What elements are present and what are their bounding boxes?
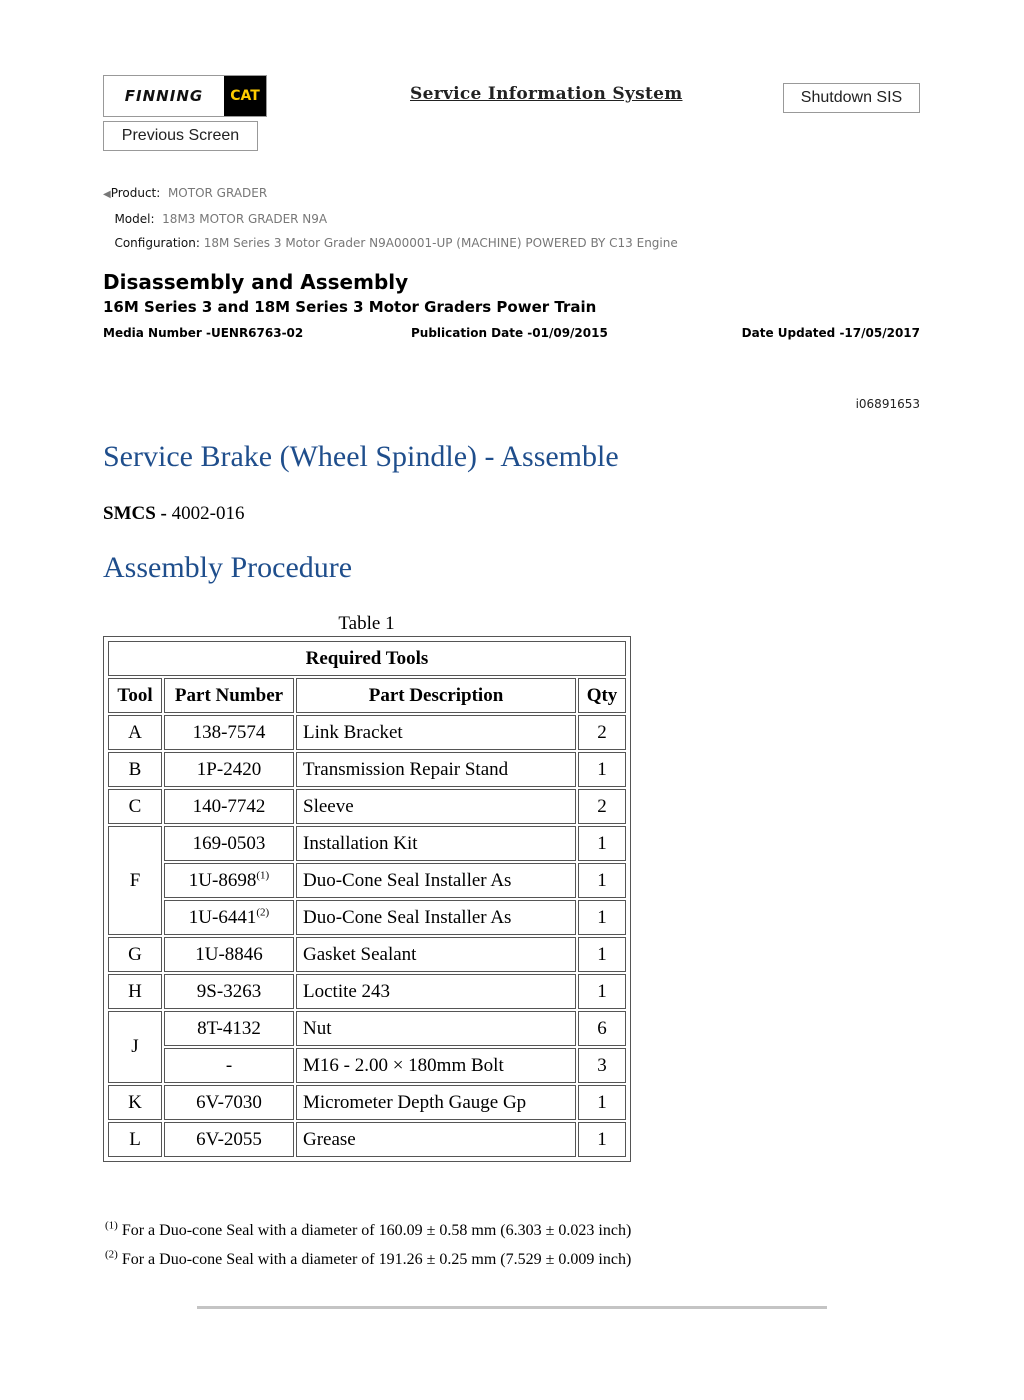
part-number-cell: 138-7574 bbox=[164, 715, 294, 750]
part-number-cell: 8T-4132 bbox=[164, 1011, 294, 1046]
cat-logo-text: CAT bbox=[224, 76, 266, 116]
qty-cell: 1 bbox=[578, 1085, 626, 1120]
qty-cell: 1 bbox=[578, 937, 626, 972]
footnote bbox=[105, 1245, 631, 1274]
table-row bbox=[108, 863, 626, 898]
smcs-code bbox=[103, 503, 244, 525]
qty-cell: 1 bbox=[578, 974, 626, 1009]
part-number-cell: 1U-8846 bbox=[164, 937, 294, 972]
divider bbox=[197, 1306, 827, 1309]
description-cell: Loctite 243 bbox=[296, 974, 576, 1009]
tool-cell: G bbox=[108, 937, 162, 972]
qty-cell: 1 bbox=[578, 1122, 626, 1157]
previous-screen-button[interactable]: Previous Screen bbox=[103, 121, 258, 151]
back-arrow-icon[interactable]: ◀ bbox=[103, 189, 111, 200]
table-header-row bbox=[108, 678, 626, 713]
tool-cell: L bbox=[108, 1122, 162, 1157]
part-number-text: 1U-8698 bbox=[188, 869, 257, 891]
configuration-value: 18M Series 3 Motor Grader N9A00001-UP (MACHINE) POWERED BY C13 Engine bbox=[203, 236, 678, 250]
description-cell: M16 - 2.00 × 180mm Bolt bbox=[296, 1048, 576, 1083]
description-cell: Installation Kit bbox=[296, 826, 576, 861]
table-title-row bbox=[108, 641, 626, 676]
part-number-cell: 9S-3263 bbox=[164, 974, 294, 1009]
description-cell: Micrometer Depth Gauge Gp bbox=[296, 1085, 576, 1120]
part-number-cell bbox=[164, 863, 294, 898]
qty-cell: 6 bbox=[578, 1011, 626, 1046]
document-id: i06891653 bbox=[855, 397, 920, 411]
product-value: MOTOR GRADER bbox=[167, 186, 268, 200]
column-header: Tool bbox=[108, 678, 162, 713]
part-number-cell: 6V-7030 bbox=[164, 1085, 294, 1120]
column-header: Part Description bbox=[296, 678, 576, 713]
table-row bbox=[108, 900, 626, 935]
footnote-marker: (2) bbox=[256, 906, 270, 919]
smcs-value: 4002-016 bbox=[171, 503, 245, 524]
description-cell: Link Bracket bbox=[296, 715, 576, 750]
description-cell: Duo-Cone Seal Installer As bbox=[296, 863, 576, 898]
product-breadcrumb bbox=[103, 181, 678, 255]
table-footnotes bbox=[105, 1216, 631, 1274]
description-cell: Gasket Sealant bbox=[296, 937, 576, 972]
date-updated: Date Updated -17/05/2017 bbox=[741, 326, 920, 340]
qty-cell: 1 bbox=[578, 752, 626, 787]
page-title: Service Brake (Wheel Spindle) - Assemble bbox=[103, 440, 619, 473]
part-number-text: 1U-6441 bbox=[188, 906, 257, 928]
column-header: Qty bbox=[578, 678, 626, 713]
qty-cell: 1 bbox=[578, 900, 626, 935]
table-row bbox=[108, 974, 626, 1009]
table-row bbox=[108, 752, 626, 787]
tool-cell: J bbox=[108, 1011, 162, 1083]
footnote-marker: (1) bbox=[256, 869, 270, 882]
footnote bbox=[105, 1216, 631, 1245]
configuration-row bbox=[103, 231, 678, 255]
part-number-cell: 169-0503 bbox=[164, 826, 294, 861]
description-cell: Sleeve bbox=[296, 789, 576, 824]
table-row bbox=[108, 789, 626, 824]
table-row bbox=[108, 826, 626, 861]
model-label: Model: bbox=[114, 212, 155, 226]
tool-cell: F bbox=[108, 826, 162, 935]
smcs-label: SMCS - bbox=[103, 503, 167, 524]
part-number-cell: 140-7742 bbox=[164, 789, 294, 824]
part-number-cell: - bbox=[164, 1048, 294, 1083]
finning-logo-text: FINNING bbox=[124, 87, 204, 105]
table-row bbox=[108, 1048, 626, 1083]
description-cell: Transmission Repair Stand bbox=[296, 752, 576, 787]
product-row bbox=[103, 181, 678, 207]
required-tools-table bbox=[103, 636, 631, 1162]
table-row bbox=[108, 715, 626, 750]
part-number-cell: 6V-2055 bbox=[164, 1122, 294, 1157]
qty-cell: 3 bbox=[578, 1048, 626, 1083]
qty-cell: 1 bbox=[578, 863, 626, 898]
footnote-marker: (1) bbox=[105, 1219, 118, 1232]
tool-cell: A bbox=[108, 715, 162, 750]
model-value: 18M3 MOTOR GRADER N9A bbox=[162, 212, 328, 226]
footnote-text: For a Duo-cone Seal with a diameter of 160.09 ± 0.58 mm (6.303 ± 0.023 inch) bbox=[121, 1222, 632, 1239]
footnote-marker: (2) bbox=[105, 1248, 118, 1261]
table-title: Required Tools bbox=[108, 641, 626, 676]
publication-date: Publication Date -01/09/2015 bbox=[411, 326, 608, 340]
qty-cell: 2 bbox=[578, 789, 626, 824]
footnote-text: For a Duo-cone Seal with a diameter of 191.26 ± 0.25 mm (7.529 ± 0.009 inch) bbox=[121, 1251, 632, 1268]
shutdown-sis-button[interactable]: Shutdown SIS bbox=[783, 83, 920, 113]
finning-cat-logo bbox=[103, 75, 267, 117]
table-row bbox=[108, 1122, 626, 1157]
description-cell: Duo-Cone Seal Installer As bbox=[296, 900, 576, 935]
description-cell: Nut bbox=[296, 1011, 576, 1046]
tool-cell: H bbox=[108, 974, 162, 1009]
sis-title: Service Information System bbox=[410, 84, 683, 104]
tool-cell: C bbox=[108, 789, 162, 824]
table-caption: Table 1 bbox=[338, 613, 395, 634]
table-row bbox=[108, 1085, 626, 1120]
media-number: Media Number -UENR6763-02 bbox=[103, 326, 304, 340]
procedure-heading: Assembly Procedure bbox=[103, 551, 353, 584]
document-subtitle: 16M Series 3 and 18M Series 3 Motor Graders Power Train bbox=[103, 298, 597, 316]
document-title: Disassembly and Assembly bbox=[103, 270, 409, 294]
part-number-cell bbox=[164, 900, 294, 935]
product-label: Product: bbox=[110, 186, 161, 200]
qty-cell: 1 bbox=[578, 826, 626, 861]
table-row bbox=[108, 1011, 626, 1046]
qty-cell: 2 bbox=[578, 715, 626, 750]
part-number-cell: 1P-2420 bbox=[164, 752, 294, 787]
model-row bbox=[103, 207, 678, 231]
tool-cell: K bbox=[108, 1085, 162, 1120]
description-cell: Grease bbox=[296, 1122, 576, 1157]
column-header: Part Number bbox=[164, 678, 294, 713]
tool-cell: B bbox=[108, 752, 162, 787]
table-row bbox=[108, 937, 626, 972]
configuration-label: Configuration: bbox=[114, 236, 200, 250]
